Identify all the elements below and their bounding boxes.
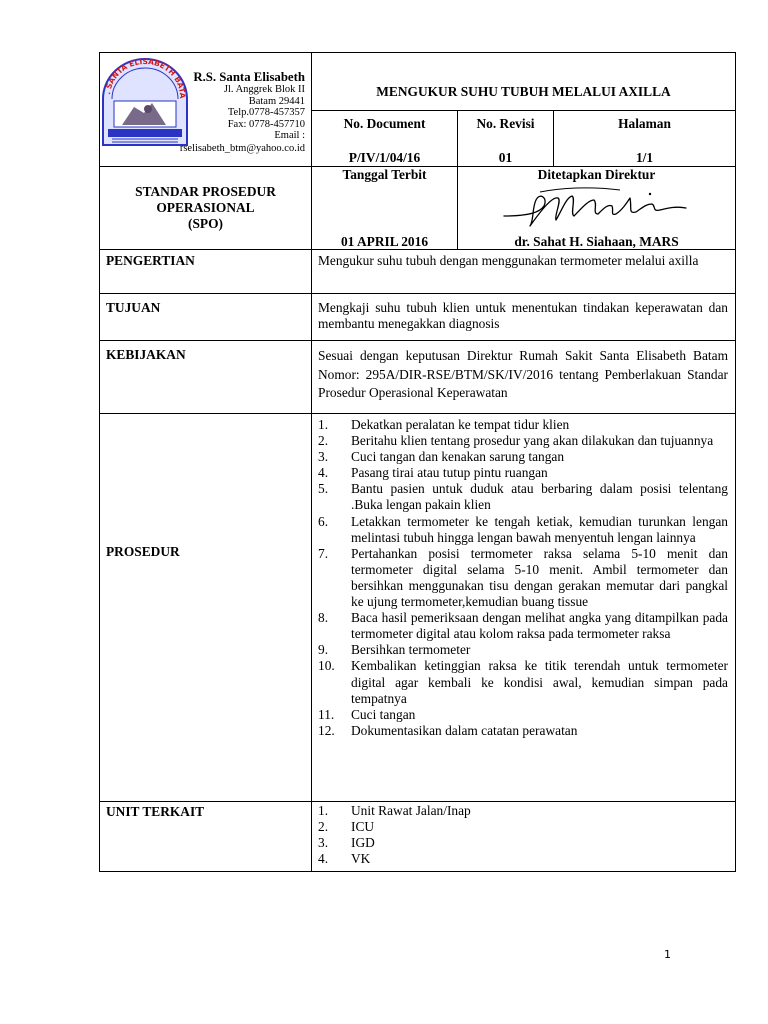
unit-item <box>318 851 728 867</box>
step-number: 5. <box>318 481 329 497</box>
step-text: Dokumentasikan dalam catatan perawatan <box>351 722 578 738</box>
step-text: Pertahankan posisi termometer raksa selama 5-10 menit dan termometer digital selama 5-10 menit. Ambil termometer dan bersihkan menggunakan tisu dengan gerakan memutar dari pangkal ke ujung termometer,kemudian buang tissue <box>351 545 728 610</box>
director-name: dr. Sahat H. Siahaan, MARS <box>514 234 679 249</box>
unit-text: Unit Rawat Jalan/Inap <box>351 803 471 818</box>
prosedur-step <box>318 642 728 658</box>
pengertian-label: PENGERTIAN <box>106 253 195 268</box>
unit-text: IGD <box>351 835 375 851</box>
no-document-label: No. Document <box>343 116 426 131</box>
unit-item <box>318 819 728 835</box>
unit-number: 4. <box>318 851 329 867</box>
prosedur-steps <box>318 417 728 739</box>
step-text: Cuci tangan dan kenakan sarung tangan <box>351 449 565 465</box>
prosedur-step <box>318 723 728 739</box>
no-document-value: P/IV/1/04/16 <box>348 150 421 165</box>
prosedur-step <box>318 610 728 642</box>
prosedur-label: PROSEDUR <box>106 544 180 559</box>
step-number: 9. <box>318 642 329 658</box>
prosedur-step <box>318 707 728 723</box>
step-number: 1. <box>318 417 329 432</box>
prosedur-step <box>318 658 728 706</box>
prosedur-step <box>318 514 728 546</box>
hospital-name: R.S. Santa Elisabeth <box>193 70 305 84</box>
step-number: 11. <box>318 706 335 722</box>
step-number: 10. <box>318 658 335 674</box>
unit-item <box>318 803 728 819</box>
unit-number: 2. <box>318 819 329 835</box>
unit-item <box>318 835 728 851</box>
prosedur-step <box>318 417 728 433</box>
step-text: Pasang tirai atau tutup pintu ruangan <box>351 465 548 481</box>
ditetapkan-label: Ditetapkan Direktur <box>537 167 656 182</box>
step-text: Letakkan termometer ke tengah ketiak, kemudian turunkan lengan melintasi tubuh hingga lengan bawah menyentuh lengan lainnya <box>351 513 728 545</box>
prosedur-step <box>318 433 728 449</box>
unit-number: 1. <box>318 803 329 818</box>
step-text: Beritahu klien tentang prosedur yang akan dilakukan dan tujuannya <box>351 433 714 449</box>
tanggal-terbit-label: Tanggal Terbit <box>342 167 427 182</box>
step-text: Bersihkan termometer <box>351 642 471 658</box>
step-number: 4. <box>318 465 329 481</box>
address-line: Batam 29441 <box>248 95 305 107</box>
spo-line: (SPO) <box>188 216 223 231</box>
prosedur-step <box>318 449 728 465</box>
step-text: Cuci tangan <box>351 706 416 722</box>
unit-text: ICU <box>351 819 375 835</box>
spo-title <box>100 184 311 232</box>
step-text: Baca hasil pemeriksaan dengan melihat angka yang ditampilkan pada termometer digital atau kolom raksa pada termometer raksa <box>351 610 728 642</box>
tanggal-terbit-value: 01 APRIL 2016 <box>340 234 429 249</box>
no-revisi-value: 01 <box>498 150 513 165</box>
prosedur-step <box>318 481 728 513</box>
step-number: 6. <box>318 513 329 529</box>
step-number: 8. <box>318 610 329 626</box>
page-number: 1 <box>664 948 671 961</box>
email-label: Email : <box>274 130 305 141</box>
halaman-label: Halaman <box>618 116 671 131</box>
director-signature <box>500 186 690 232</box>
unit-terkait-label: UNIT TERKAIT <box>106 804 205 819</box>
hospital-info <box>150 58 305 162</box>
spo-line: STANDAR PROSEDUR <box>135 184 276 199</box>
halaman-value: 1/1 <box>635 150 654 165</box>
phone-line: Telp.0778-457357 <box>227 107 305 118</box>
fax-line: Fax: 0778-457710 <box>227 118 305 130</box>
unit-text: VK <box>351 851 371 867</box>
email-address: rselisabeth_btm@yahoo.co.id <box>179 143 305 154</box>
kebijakan-text: Sesuai dengan keputusan Direktur Rumah Sakit Santa Elisabeth Batam Nomor: 295A/DIR-RSE/BTM/SK/IV/2016 tentang Pemberlakuan Standar Prosedur Operasional Keperawatan <box>318 348 728 400</box>
pengertian-text: Mengukur suhu tubuh dengan menggunakan termometer melalui axilla <box>318 253 699 268</box>
svg-text:RS. SANTA ELISABETH BATAM: . SANTA ELISABETH BATA <box>103 57 188 99</box>
no-revisi-label: No. Revisi <box>476 116 535 131</box>
step-text: Bantu pasien untuk duduk atau berbaring dalam posisi telentang .Buka lengan pakain klien <box>351 481 728 513</box>
step-number: 3. <box>318 449 329 465</box>
document-title: MENGUKUR SUHU TUBUH MELALUI AXILLA <box>376 84 671 99</box>
tujuan-text: Mengkaji suhu tubuh klien untuk menentukan tindakan keperawatan dan membantu menegakkan diagnosis <box>318 300 728 331</box>
prosedur-step <box>318 465 728 481</box>
unit-number: 3. <box>318 835 329 851</box>
kebijakan-label: KEBIJAKAN <box>106 347 186 362</box>
tujuan-label: TUJUAN <box>106 300 161 315</box>
step-number: 2. <box>318 433 329 449</box>
address-line: Jl. Anggrek Blok II <box>223 84 305 95</box>
unit-terkait-list <box>318 803 728 867</box>
prosedur-step <box>318 546 728 610</box>
step-text: Kembalikan ketinggian raksa ke titik terendah untuk termometer digital agar kembali ke kondisi awal, kemudian simpan pada tempatnya <box>351 658 728 706</box>
spo-line: OPERASIONAL <box>156 200 255 215</box>
step-number: 7. <box>318 545 329 561</box>
step-number: 12. <box>318 722 335 738</box>
step-text: Dekatkan peralatan ke tempat tidur klien <box>351 417 570 432</box>
